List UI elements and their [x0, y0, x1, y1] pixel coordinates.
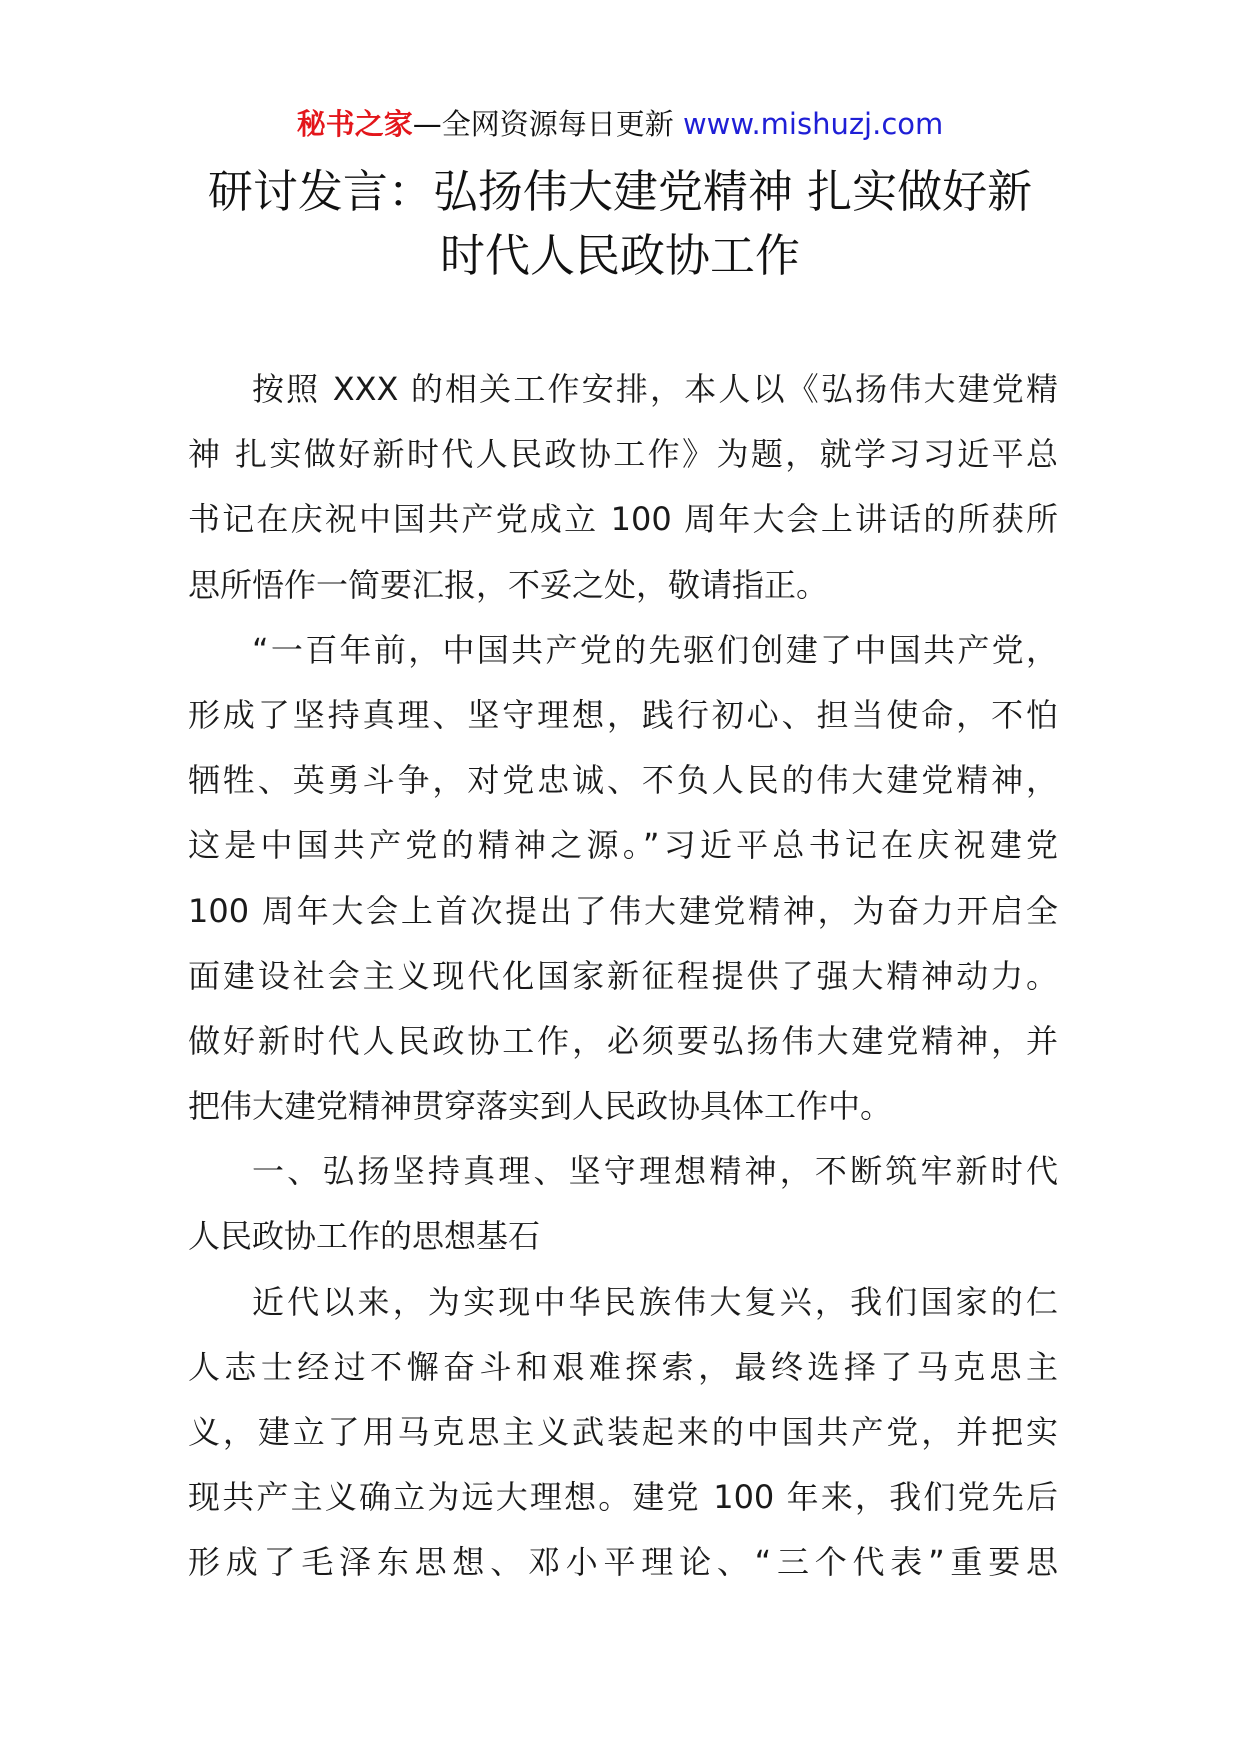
body-line: 这是中国共产党的精神之源。”习近平总书记在庆祝建党	[188, 826, 1058, 865]
section-heading-line: 人民政协工作的思想基石	[188, 1217, 541, 1256]
title-line-1: 研讨发言：弘扬伟大建党精神 扎实做好新	[207, 165, 1033, 218]
body-line: 近代以来，为实现中华民族伟大复兴，我们国家的仁	[252, 1282, 1058, 1321]
body-line: 做好新时代人民政协工作，必须要弘扬伟大建党精神，并	[188, 1021, 1058, 1060]
body-line: 形成了坚持真理、坚守理想，践行初心、担当使命，不怕	[188, 695, 1058, 734]
body-line: 神 扎实做好新时代人民政协工作》为题，就学习习近平总	[188, 435, 1058, 474]
site-tagline: —全网资源每日更新	[412, 107, 674, 141]
body-line: 面建设社会主义现代化国家新征程提供了强大精神动力。	[188, 956, 1058, 995]
body-line: 形成了毛泽东思想、邓小平理论、“三个代表”重要思	[188, 1543, 1058, 1582]
site-header	[0, 102, 1240, 146]
body-line: 牺牲、英勇斗争，对党忠诚、不负人民的伟大建党精神，	[188, 761, 1058, 800]
section-heading-line: 一、弘扬坚持真理、坚守理想精神，不断筑牢新时代	[252, 1152, 1058, 1191]
body-line: 100 周年大会上首次提出了伟大建党精神，为奋力开启全	[188, 891, 1058, 930]
document-body	[188, 357, 1058, 1596]
body-line: 按照 XXX 的相关工作安排，本人以《弘扬伟大建党精	[252, 370, 1058, 408]
body-line: 人志士经过不懈奋斗和艰难探索，最终选择了马克思主	[188, 1347, 1058, 1386]
title-line-2: 时代人民政协工作	[439, 229, 800, 282]
document-title	[150, 160, 1090, 288]
body-line: 思所悟作一简要汇报，不妥之处，敬请指正。	[188, 565, 829, 604]
body-line: 现共产主义确立为远大理想。建党 100 年来，我们党先后	[188, 1478, 1058, 1517]
body-line: 书记在庆祝中国共产党成立 100 周年大会上讲话的所获所	[188, 500, 1058, 539]
body-line: 把伟大建党精神贯穿落实到人民政协具体工作中。	[188, 1087, 893, 1126]
site-url[interactable]: www.mishuzj.com	[682, 107, 944, 141]
body-line: 义，建立了用马克思主义武装起来的中国共产党，并把实	[188, 1413, 1058, 1451]
body-line: “一百年前，中国共产党的先驱们创建了中国共产党，	[252, 630, 1058, 669]
site-brand: 秘书之家	[296, 107, 413, 141]
